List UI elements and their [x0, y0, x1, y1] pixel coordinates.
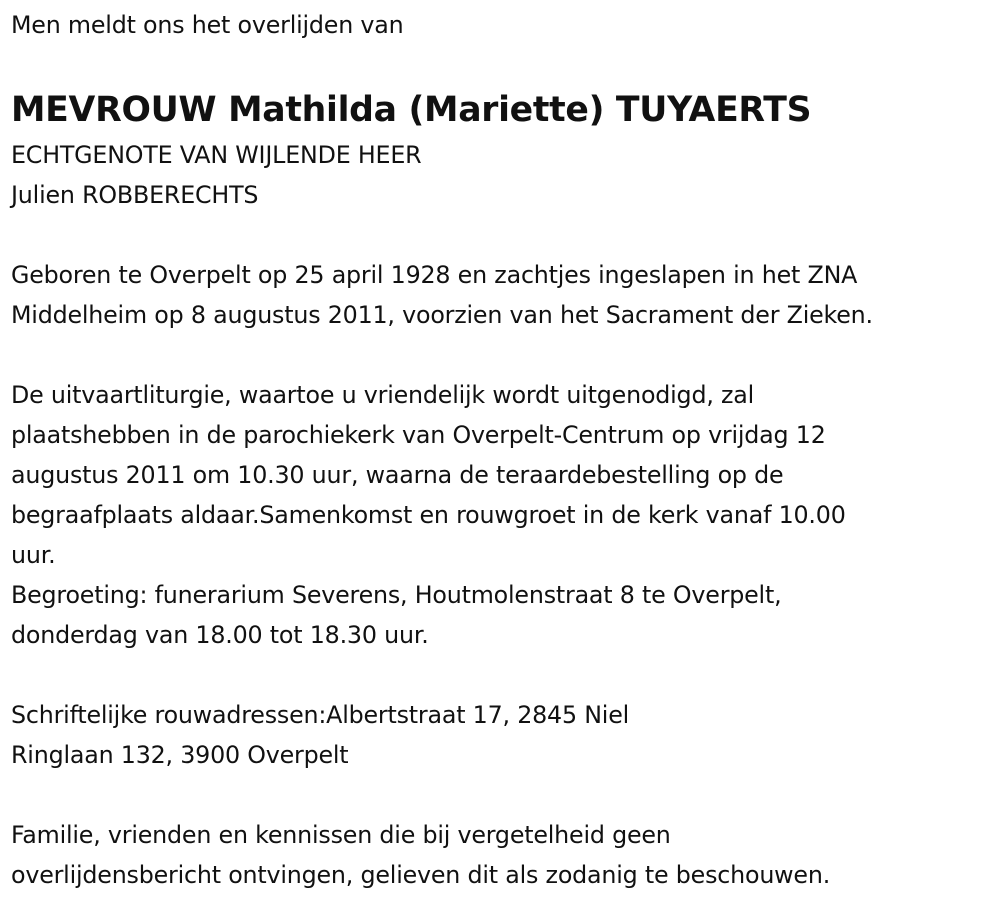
paragraph-line: Geboren te Overpelt op 25 april 1928 en zachtjes ingeslapen in het ZNA [11, 261, 858, 289]
paragraph-line: Middelheim op 8 augustus 2011, voorzien van het Sacrament der Zieken. [11, 301, 873, 329]
paragraph-line: Schriftelijke rouwadressen:Albertstraat 17, 2845 Niel [11, 701, 630, 729]
funeral-paragraph [11, 375, 996, 575]
paragraph-line: plaatshebben in de parochiekerk van Overpelt-Centrum op vrijdag 12 [11, 421, 826, 449]
deceased-name: MEVROUW Mathilda (Mariette) TUYAERTS [11, 90, 812, 130]
spacer [11, 775, 996, 815]
paragraph-line: donderdag van 18.00 tot 18.30 uur. [11, 621, 429, 649]
visitation-paragraph [11, 575, 996, 655]
addresses-paragraph [11, 695, 996, 775]
death-notice [11, 0, 996, 895]
spacer [11, 215, 996, 255]
spouse-name: Julien ROBBERECHTS [11, 181, 259, 209]
spacer [11, 655, 996, 695]
paragraph-line: augustus 2011 om 10.30 uur, waarna de teraardebestelling op de [11, 461, 784, 489]
spacer [11, 335, 996, 375]
paragraph-line: Familie, vrienden en kennissen die bij vergetelheid geen [11, 821, 671, 849]
paragraph-line: overlijdensbericht ontvingen, gelieven dit als zodanig te beschouwen. [11, 861, 831, 889]
paragraph-line: begraafplaats aldaar.Samenkomst en rouwgroet in de kerk vanaf 10.00 [11, 501, 846, 529]
birth-death-paragraph [11, 255, 996, 335]
paragraph-line: Ringlaan 132, 3900 Overpelt [11, 741, 349, 769]
closing-paragraph [11, 815, 996, 895]
paragraph-line: De uitvaartliturgie, waartoe u vriendelijk wordt uitgenodigd, zal [11, 381, 755, 409]
paragraph-line: uur. [11, 541, 56, 569]
intro-text: Men meldt ons het overlijden van [11, 11, 404, 39]
spouse-relation: ECHTGENOTE VAN WIJLENDE HEER [11, 141, 422, 169]
paragraph-line: Begroeting: funerarium Severens, Houtmolenstraat 8 te Overpelt, [11, 581, 782, 609]
